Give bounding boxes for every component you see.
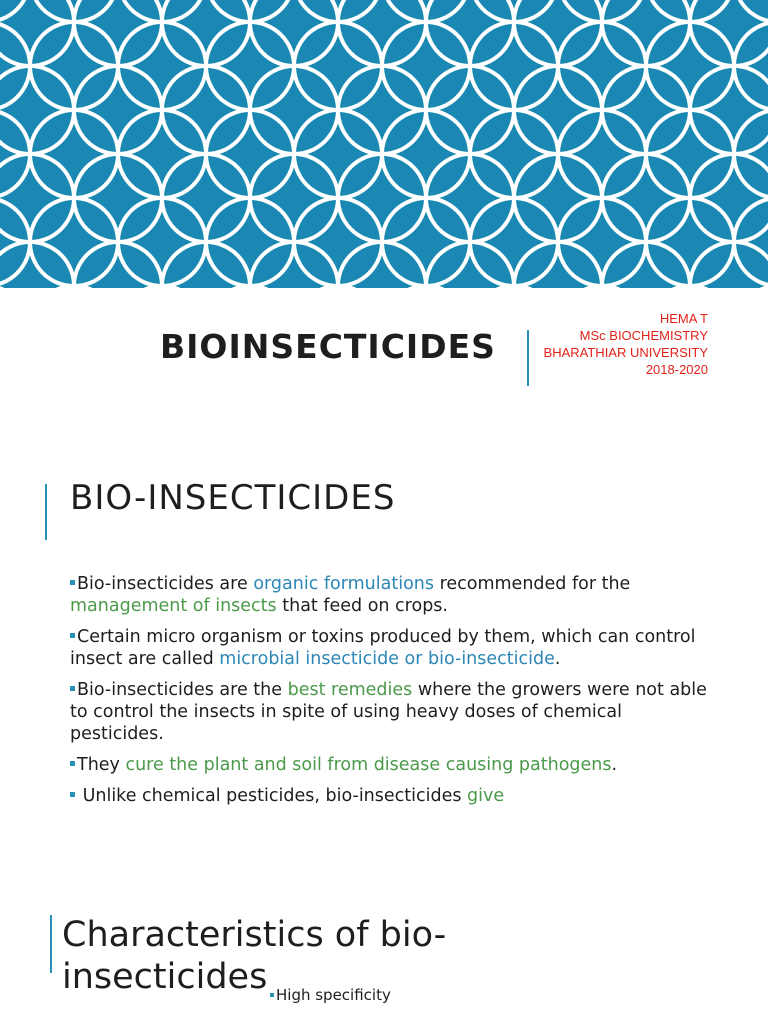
heading-accent-bar <box>45 484 47 540</box>
highlighted-text: organic formulations <box>253 574 434 594</box>
author-name: HEMA T <box>659 311 708 326</box>
bullet-text: Bio-insecticides are <box>77 574 254 594</box>
bullet-text: Unlike chemical pesticides, bio-insecticides <box>77 786 468 806</box>
bullet-item: High specificity <box>270 986 391 1004</box>
bullet-text: Bio-insecticides are the <box>77 680 288 700</box>
bullet-text: . <box>611 755 618 775</box>
heading-accent-bar <box>50 915 52 973</box>
bullet-item <box>70 785 710 807</box>
author-university: BHARATHIAR UNIVERSITY <box>543 345 708 360</box>
bullet-text: They <box>77 755 126 775</box>
bullet-item <box>70 679 710 745</box>
slide-heading: BIO-INSECTICIDES <box>70 478 396 518</box>
bullet-list <box>70 573 710 816</box>
bullet-text: where the growers were not able to control the insects in spite of using heavy doses of chemical pesticides. <box>70 680 707 744</box>
heading-line-1: Characteristics of bio- <box>62 915 447 955</box>
author-years: 2018-2020 <box>645 362 708 377</box>
bullet-item <box>70 626 710 670</box>
bullet-item <box>70 754 710 776</box>
highlighted-text: cure the plant and soil from disease causing pathogens <box>125 755 612 775</box>
heading-line-2: insecticides <box>62 957 268 997</box>
slide-title: BIOINSECTICIDES <box>160 327 496 366</box>
highlighted-text: management of insects <box>70 596 277 616</box>
characteristics-slide <box>0 880 768 1024</box>
author-block <box>544 310 708 378</box>
highlighted-text: microbial insecticide or bio-insecticide <box>219 649 555 669</box>
bio-insecticides-slide <box>0 440 768 880</box>
highlighted-text: give <box>467 786 505 806</box>
title-slide <box>0 0 768 440</box>
bullet-item <box>70 573 710 617</box>
highlighted-text: best remedies <box>287 680 413 700</box>
bullet-text: recommended for the <box>434 574 631 594</box>
title-divider <box>527 330 529 386</box>
bullet-text: . <box>554 649 561 669</box>
bullet-text: that feed on crops. <box>276 596 448 616</box>
decorative-ring-pattern <box>0 0 768 288</box>
author-degree: MSc BIOCHEMISTRY <box>579 328 708 343</box>
bullet-text: Certain micro organism or toxins produced by them, which can control insect are called <box>70 627 696 669</box>
